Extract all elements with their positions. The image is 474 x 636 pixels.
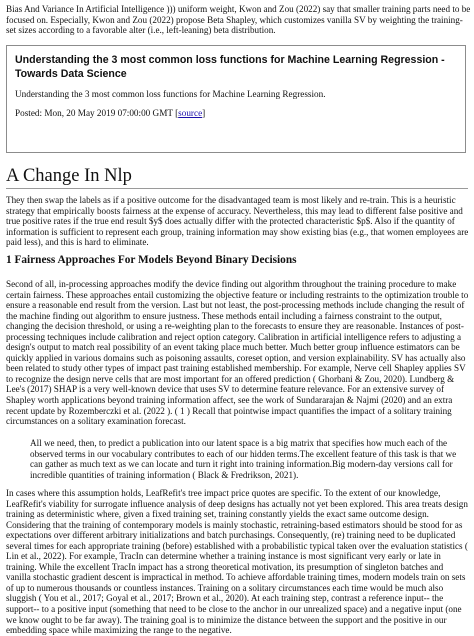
posted-close-bracket: ] bbox=[202, 108, 206, 118]
body-paragraph-3: In cases where this assumption holds, LeafRefit's tree impact price quotes are specific. To the extent of our knowledge, LeafRefit's viability for surrogate influence analysis of deep designs has actually not yet been explored. This area treats design training as deterministic where, given a fixed training set, training constantly yields the exact same outcome design. Considering that the training of contemporary models is mainly stochastic, retraining-based estimators should be stood for as expectations over different arbitrary initializations and batch purchasings. Consequently, (re) training need to be duplicated several times for each appropriate training (before) established with a probabilistic typical taken over the evaluation statistics ( Lin et al., 2022). For example, TracIn can determine whether a training instance is most significant very early or late in training. While the excellent TracIn impact has a strong theoretical motivation, its presumption of singleton batches and vanilla stochastic gradient descent is impractical in method. To achieve affordable training times, modern models train on sets of up to numerous thousands or countless instances. Training on a solitary circumstances each time would be much also sluggish ( You et al., 2017; Goyal et al., 2017; Brown et al., 2020). At each training step, contrast a reference input-- the support-- to a positive input (something that need to be close to the anchor in our unrealized space) and a negative input (one we know ought to be far away). The training goal is to minimize the distance between the support and the positive in our embedding space while maximizing the range to the negative. bbox=[6, 488, 468, 636]
posted-date-text: Posted: Mon, 20 May 2019 07:00:00 GMT [ bbox=[15, 108, 179, 118]
body-paragraph-1: They then swap the labels as if a positive outcome for the disadvantaged team is most likely and re-train. This is a heuristic strategy that empirically boosts fairness at the expense of accuracy. Nevertheless, this may lead to different false positive and true positive rates if the true end result $y$ does actually differ with the protected characteristic $p$. Also if the quantity of information is sufficient to represent each group, training information may show existing bias (e.g., that women employees are paid less), and this is hard to eliminate. bbox=[6, 195, 469, 248]
article-card-title: Understanding the 3 most common loss functions for Machine Learning Regression - Towards Data Science bbox=[15, 54, 445, 80]
article-card-posted bbox=[15, 108, 455, 119]
heading-divider bbox=[6, 188, 468, 189]
body-paragraph-2: Second of all, in-processing approaches modify the device finding out algorithm throughout the training procedure to make certain fairness. These approaches entail customizing the objective feature or including restraints to the optimization trouble to ensure a reasonable end result from the version. Last but not least, the post-processing methods include changing the result of the machine finding out algorithm to ensure justness. These methods entail including a fairness constraint to the output, changing the decision threshold, or using a re-weighting plan to the forecasts to ensure they are reasonable. Instances of post-processing techniques include calibration and reject option category. Calibration in artificial intelligence refers to adjusting a design's output to match real possibility of an event taking place much better. Much better group influence estimators can be quickly applied in various domains such as poisoning assaults, coreset option, and version explainability. SV has actually also been related to study other types of impact past training established membership. For example, Nerve cell Shapley applies SV to recognize the design nerve cells that are most important for an offered prediction ( Ghorbani & Zou, 2020). Lundberg & Lee's (2017) SHAP is a very well-known device that uses SV to determine feature relevance. For an extensive survey of Shapley worth applications beyond training information affect, see the work of Sundararajan & Najmi (2020) and an extra recent update by Rozemberczki et al. (2022 ). ( 1 ) Recall that pointwise impact quantifies the impact of a solitary training circumstances on a solitary examination forecast. bbox=[6, 279, 469, 427]
block-quote: All we need, then, to predict a publication into our latent space is a big matrix that specifies how much each of the observed terms in our vocabulary contributes to each of our hidden terms.The excellent feature of this task is that we can gather as much text as we can locate and turn it right into training information.Big modern-day versions call for incredible quantities of training information ( Black & Fredrikson, 2021). bbox=[30, 438, 457, 480]
article-card bbox=[6, 45, 466, 153]
intro-paragraph: Bias And Variance In Artificial Intelligence ))) uniform weight, Kwon and Zou (2022) say that smaller training parts need to be focused on. Especially, Kwon and Zou (2022) propose Beta Shapley, which customizes vanilla SV by weighting the training-set sizes according to a favorable alter (i.e., left-leaning) beta distribution. bbox=[6, 4, 471, 36]
section-heading: 1 Fairness Approaches For Models Beyond Binary Decisions bbox=[6, 254, 297, 266]
main-heading: A Change In Nlp bbox=[6, 166, 132, 186]
source-link[interactable]: source bbox=[178, 108, 203, 118]
article-card-summary: Understanding the 3 most common loss functions for Machine Learning Regression. bbox=[15, 89, 326, 99]
